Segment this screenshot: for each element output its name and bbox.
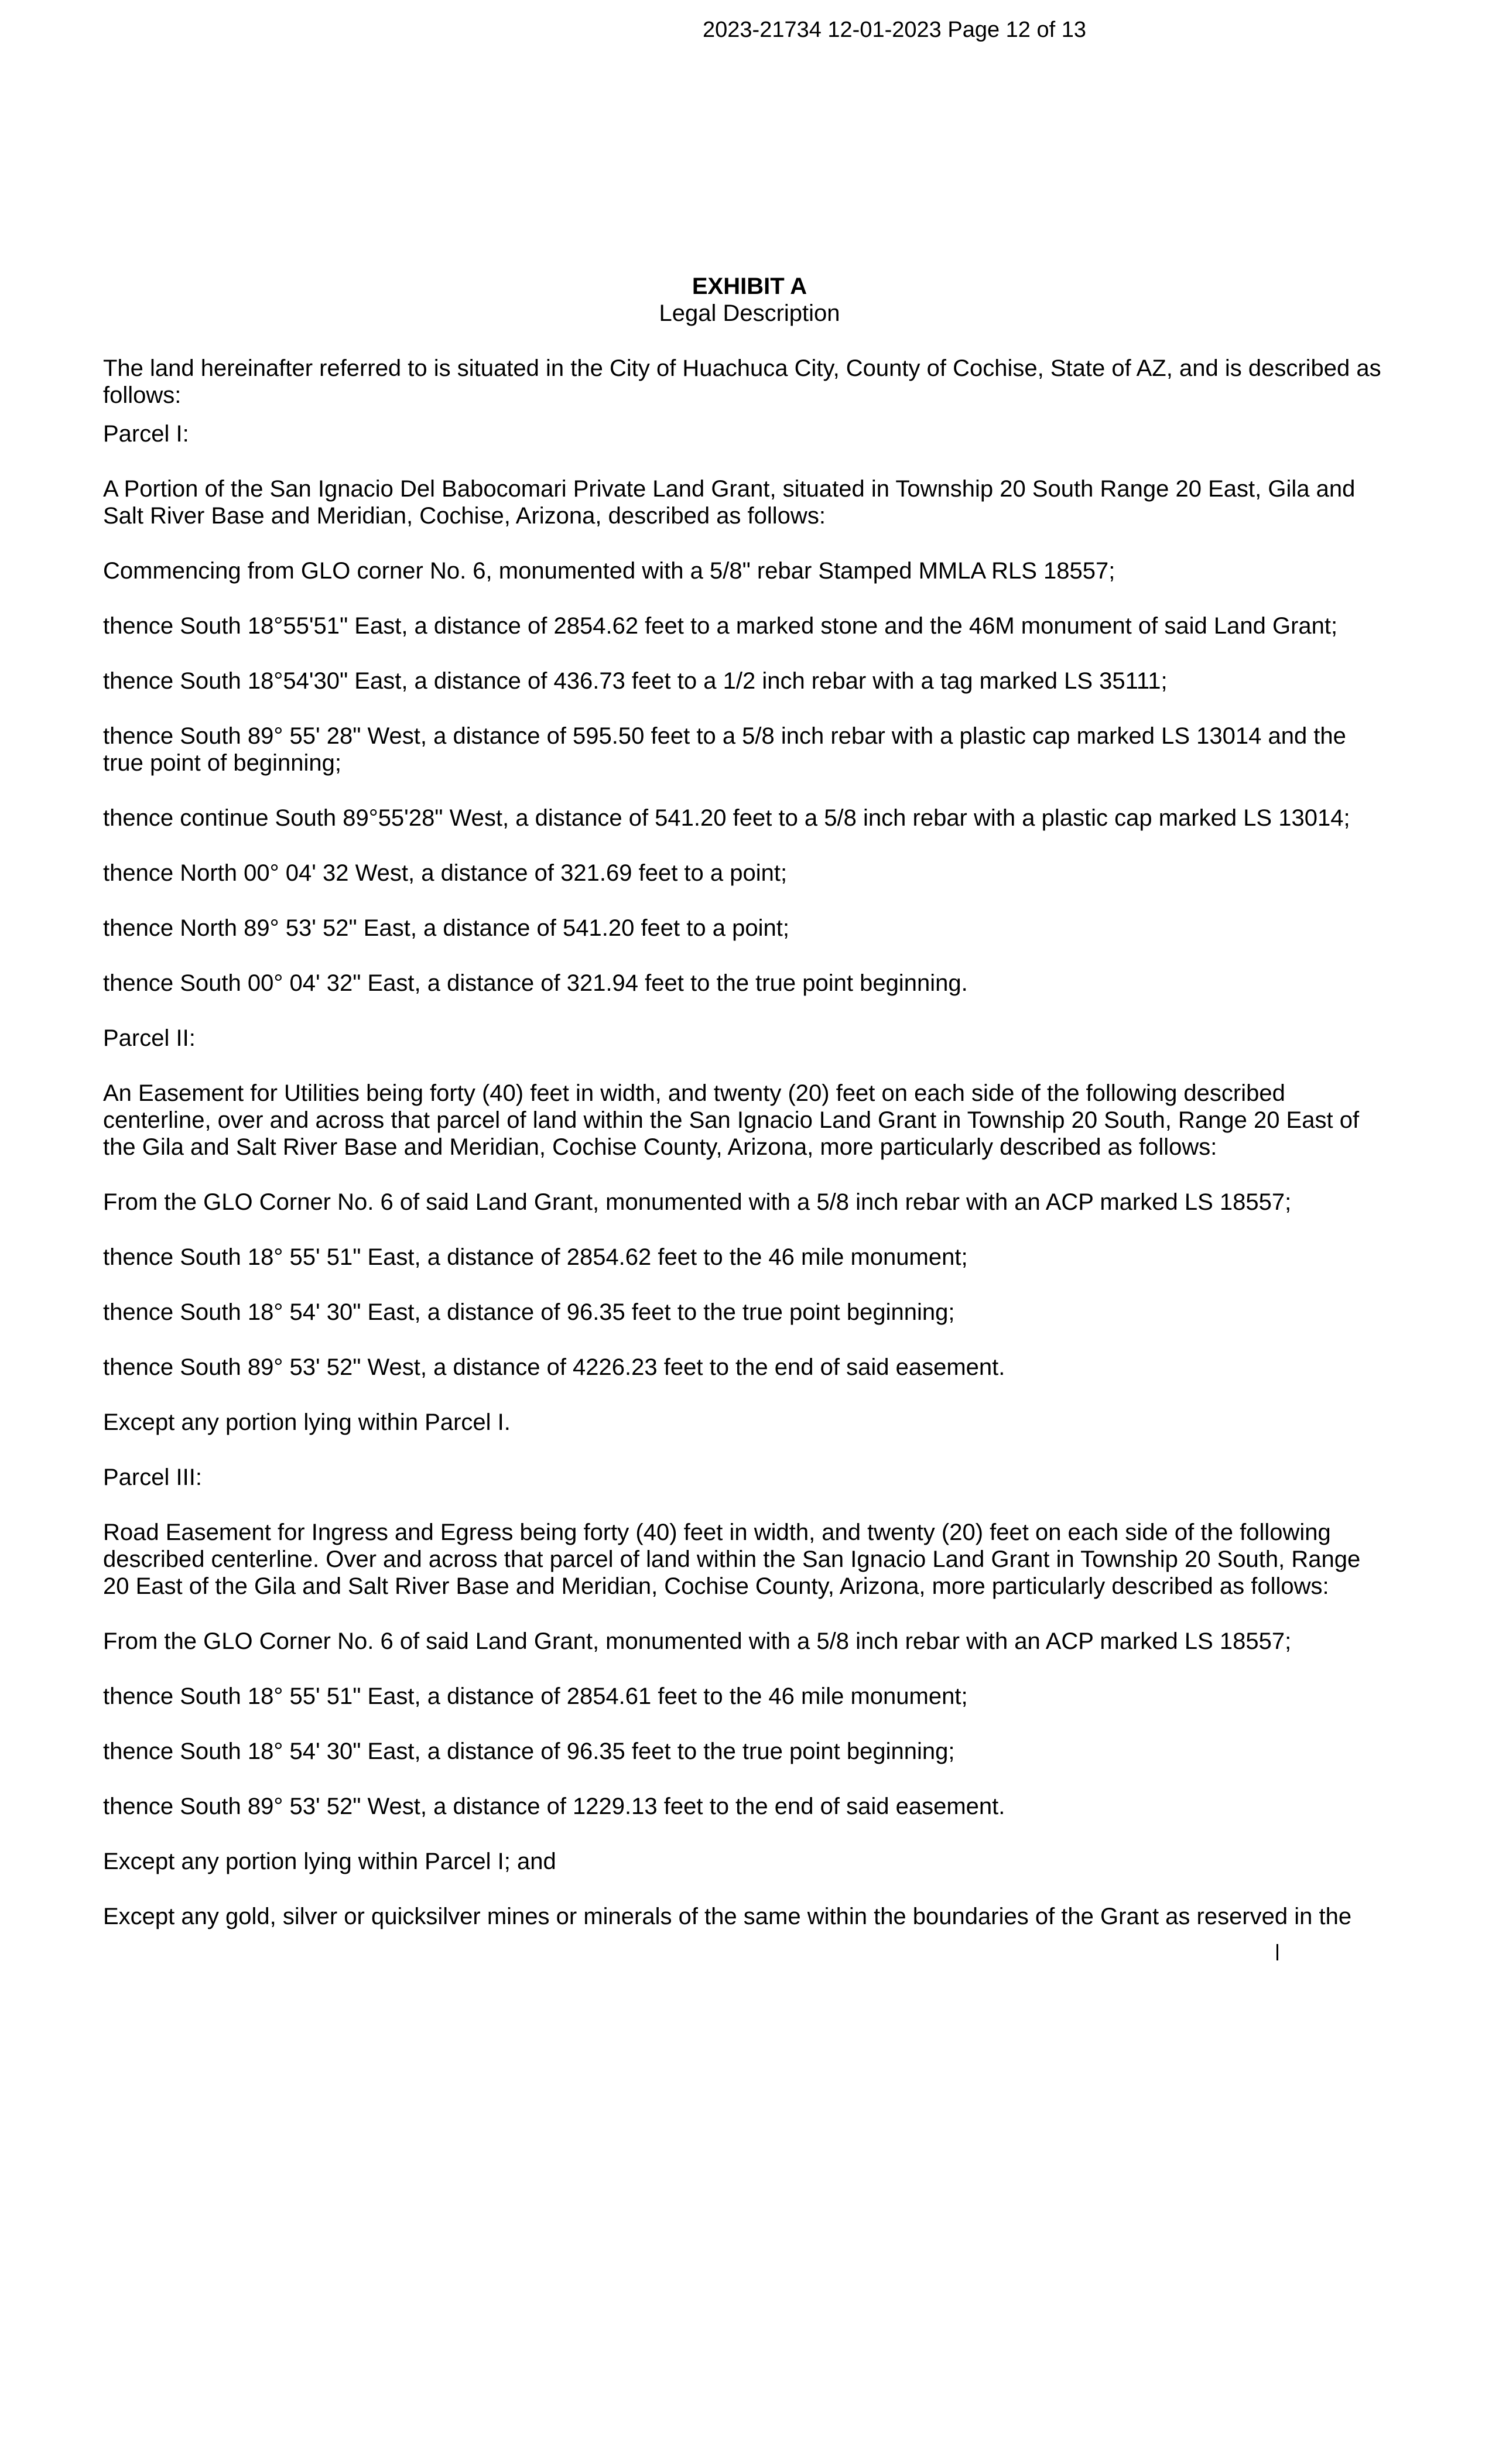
- title-block: [0, 273, 1499, 327]
- stray-mark: [1276, 1944, 1278, 1960]
- legal-paragraph: An Easement for Utilities being forty (40) feet in width, and twenty (20) feet on each side of the following described centerline, over and across that parcel of land within the San Ignacio Land Grant in Township 20 South, Range 20 East of the Gila and Salt River Base and Meridian, Cochise County, Arizona, more particularly described as follows:: [103, 1080, 1360, 1160]
- legal-paragraph: thence South 00° 04' 32" East, a distance of 321.94 feet to the true point beginning.: [103, 970, 968, 996]
- legal-paragraph: thence continue South 89°55'28" West, a distance of 541.20 feet to a 5/8 inch rebar with a plastic cap marked LS 13014;: [103, 805, 1350, 831]
- legal-paragraph: thence South 89° 55' 28" West, a distance of 595.50 feet to a 5/8 inch rebar with a plastic cap marked LS 13014 and the true point of beginning;: [103, 723, 1346, 776]
- legal-paragraph: Road Easement for Ingress and Egress being forty (40) feet in width, and twenty (20) feet on each side of the following described centerline. Over and across that parcel of land within the San Ignacio Land Grant in Township 20 South, Range 20 East of the Gila and Salt River Base and Meridian, Cochise County, Arizona, more particularly described as follows:: [103, 1520, 1361, 1599]
- parcel-heading: Parcel I:: [103, 421, 189, 447]
- legal-paragraph: thence South 18°55'51" East, a distance of 2854.62 feet to a marked stone and the 46M monument of said Land Grant;: [103, 613, 1338, 639]
- legal-description-body: [103, 355, 1391, 1958]
- legal-paragraph: thence South 89° 53' 52" West, a distance of 1229.13 feet to the end of said easement.: [103, 1794, 1005, 1819]
- legal-paragraph: thence North 00° 04' 32 West, a distance of 321.69 feet to a point;: [103, 860, 788, 886]
- legal-paragraph: thence South 18°54'30" East, a distance of 436.73 feet to a 1/2 inch rebar with a tag marked LS 35111;: [103, 668, 1168, 694]
- legal-paragraph: thence South 18° 55' 51" East, a distance of 2854.61 feet to the 46 mile monument;: [103, 1683, 968, 1709]
- recording-header: 2023-21734 12-01-2023 Page 12 of 13: [703, 18, 1086, 42]
- parcel-heading: Parcel III:: [103, 1464, 202, 1490]
- parcel-heading: Parcel II:: [103, 1025, 196, 1051]
- intro-paragraph: The land hereinafter referred to is situated in the City of Huachuca City, County of Cochise, State of AZ, and is described as follows:: [103, 355, 1381, 408]
- legal-paragraph: thence South 18° 55' 51" East, a distance of 2854.62 feet to the 46 mile monument;: [103, 1244, 968, 1270]
- legal-paragraph: From the GLO Corner No. 6 of said Land Grant, monumented with a 5/8 inch rebar with an ACP marked LS 18557;: [103, 1189, 1292, 1215]
- legal-paragraph: Except any gold, silver or quicksilver mines or minerals of the same within the boundaries of the Grant as reserved in the: [103, 1904, 1352, 1929]
- legal-paragraph: A Portion of the San Ignacio Del Babocomari Private Land Grant, situated in Township 20 South Range 20 East, Gila and Salt River Base and Meridian, Cochise, Arizona, described as follows:: [103, 476, 1356, 529]
- legal-paragraph: thence South 18° 54' 30" East, a distance of 96.35 feet to the true point beginning;: [103, 1299, 955, 1325]
- legal-paragraph: Except any portion lying within Parcel I; and: [103, 1849, 556, 1874]
- legal-paragraph: Commencing from GLO corner No. 6, monumented with a 5/8" rebar Stamped MMLA RLS 18557;: [103, 558, 1115, 584]
- legal-paragraph: thence North 89° 53' 52" East, a distance of 541.20 feet to a point;: [103, 915, 789, 941]
- legal-paragraph: thence South 89° 53' 52" West, a distance of 4226.23 feet to the end of said easement.: [103, 1354, 1005, 1380]
- document-subtitle: Legal Description: [659, 300, 840, 326]
- legal-paragraph: From the GLO Corner No. 6 of said Land Grant, monumented with a 5/8 inch rebar with an ACP marked LS 18557;: [103, 1628, 1292, 1654]
- document-title: EXHIBIT A: [692, 273, 807, 299]
- legal-paragraph: Except any portion lying within Parcel I.: [103, 1409, 511, 1435]
- legal-paragraph: thence South 18° 54' 30" East, a distance of 96.35 feet to the true point beginning;: [103, 1739, 955, 1764]
